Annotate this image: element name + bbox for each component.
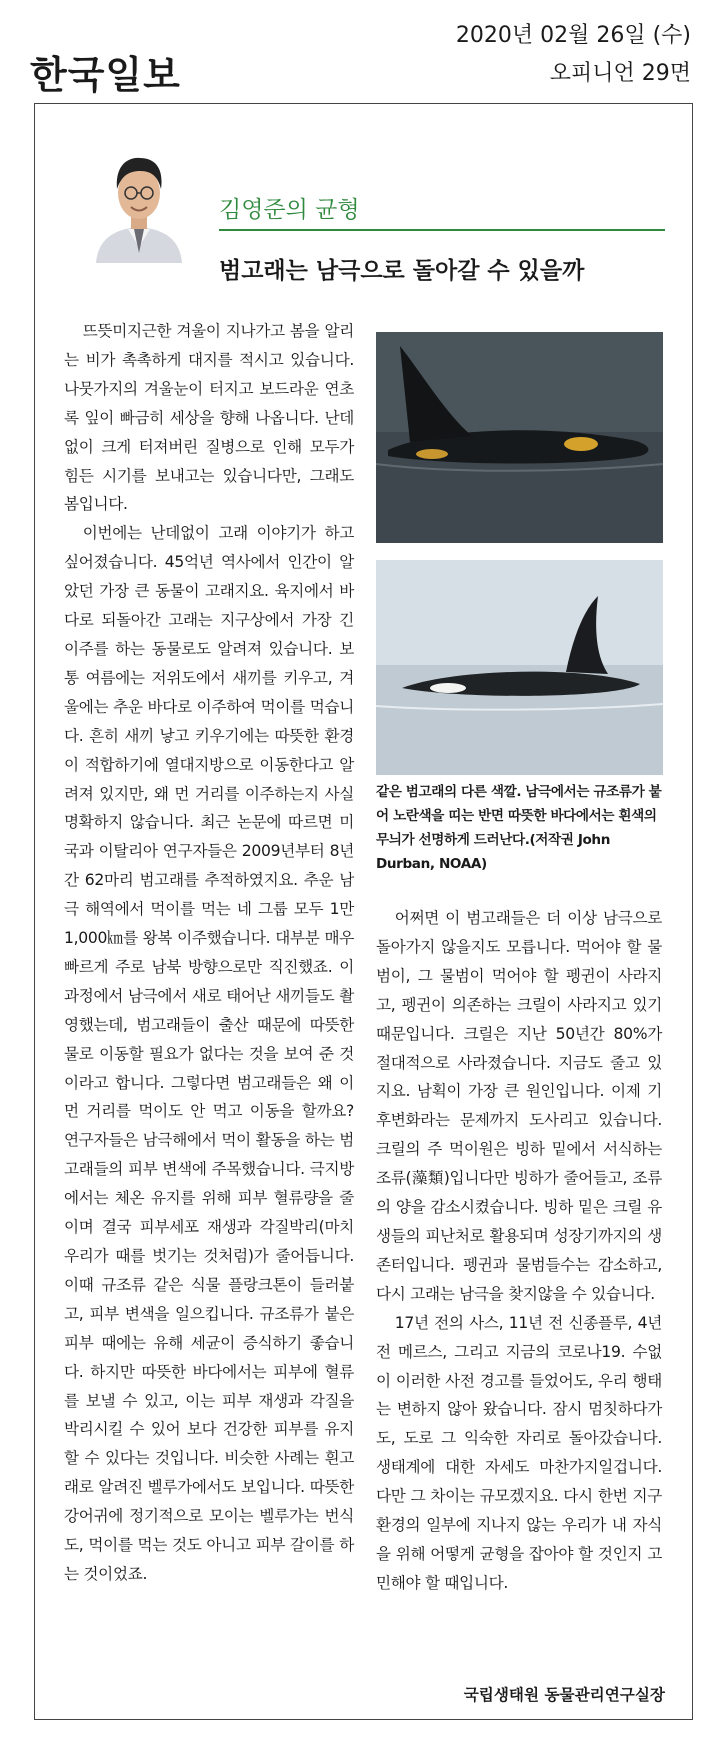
body-paragraph: 17년 전의 사스, 11년 전 신종플루, 4년 전 메르스, 그리고 지금의 코로나19. 수없이 이러한 사전 경고를 들었어도, 우리 행태는 변하지 않아 왔습니다. 잠시 멈칫하다가도, 도로 그 익숙한 자리로 돌아갔습니다. 생태계에 대한 자세도 마찬가지일겁니다. 다만 그 차이는 규모겠지요. 다시 한번 지구 환경의 일부에 지나지 않는 우리가 내 자식을 위해 어떻게 균형을 잡아야 할 것인지 고민해야 할 때입니다. bbox=[376, 1313, 662, 1592]
photo-caption: 같은 범고래의 다른 색깔. 남극에서는 규조류가 붙어 노란색을 띠는 반면 따뜻한 바다에서는 흰색의 무늬가 선명하게 드러난다.(저작권 John Durban, NOAA) bbox=[376, 784, 662, 872]
article-body-left bbox=[64, 317, 354, 1589]
article-headline: 범고래는 남극으로 돌아갈 수 있을까 bbox=[219, 257, 585, 284]
orca-photo-warm-water bbox=[376, 560, 663, 775]
publication-date: 2020년 02월 26일 (수) bbox=[455, 23, 691, 48]
author-affiliation: 국립생태원 동물관리연구실장 bbox=[463, 1686, 665, 1704]
body-paragraph: 어쩌면 이 범고래들은 더 이상 남극으로 돌아가지 않을지도 모릅니다. 먹어야 할 물범이, 그 물범이 먹어야 할 펭귄이 사라지고, 펭귄이 의존하는 크릴이 사라지고 있기 때문입니다. 크릴은 지난 50년간 80%가 절대적으로 사라졌습니다. 지금도 줄고 있지요. 남획이 가장 큰 원인입니다. 이제 기후변화라는 문제까지 도사리고 있습니다. 크릴의 주 먹이원은 빙하 밑에서 서식하는 조류(藻類)입니다만 빙하가 줄어들고, 조류의 양을 감소시켰습니다. 빙하 밑은 크릴 유생들의 피난처로 활용되며 성장기까지의 생존터입니다. 펭귄과 물범들수는 감소하고, 다시 고래는 남극을 찾지않을 수 있습니다. bbox=[376, 909, 662, 1303]
body-paragraph: 이번에는 난데없이 고래 이야기가 하고 싶어졌습니다. 45억년 역사에서 인간이 알았던 가장 큰 동물이 고래지요. 육지에서 바다로 되돌아간 고래는 지구상에서 가장 긴 이주를 하는 동물로도 알려져 있습니다. 보통 여름에는 저위도에서 새끼를 키우고, 겨울에는 추운 바다로 이주하여 먹이를 먹습니다. 흔히 새끼 낳고 키우기에는 따뜻한 환경이 적합하기에 열대지방으로 이동한다고 알려져 있지만, 왜 먼 거리를 이주하는지 사실 명확하지 않습니다. 최근 논문에 따르면 미국과 이탈리아 연구자들은 2009년부터 8년간 62마리 범고래를 추적하였지요. 추운 남극 해역에서 먹이를 먹는 네 그룹 모두 1만1,000㎞를 왕복 이주했습니다. 대부분 매우 빠르게 주로 남북 방향으로만 직진했죠. 이 과정에서 남극에서 새로 태어난 새끼들도 촬영했는데, 범고래들이 출산 때문에 따뜻한 물로 이동할 필요가 없다는 것을 보여 준 것이라고 합니다. 그렇다면 범고래들은 왜 이 먼 거리를 먹이도 안 먹고 이동을 할까요? 연구자들은 남극해에서 먹이 활동을 하는 범고래들의 피부 변색에 주목했습니다. 극지방에서는 체온 유지를 위해 피부 혈류량을 줄이며 결국 피부세포 재생과 각질박리(마치 우리가 때를 벗기는 것처럼)가 줄어듭니다. 이때 규조류 같은 식물 플랑크톤이 들러붙고, 피부 변색을 일으킵니다. 규조류가 붙은 피부 때에는 유해 세균이 증식하기 좋습니다. 하지만 따뜻한 바다에서는 피부에 혈류를 보낼 수 있고, 이는 피부 재생과 각질을 박리시킬 수 있어 보다 건강한 피부를 유지할 수 있다는 것입니다. 비슷한 사례는 흰고래로 알려진 벨루가에서도 보입니다. 따뜻한 강어귀에 정기적으로 모이는 벨루가는 번식도, 먹이를 먹는 것도 아니고 피부 갈이를 하는 것이었죠. bbox=[64, 524, 354, 1583]
body-paragraph: 뜨뜻미지근한 겨울이 지나가고 봄을 알리는 비가 촉촉하게 대지를 적시고 있습니다. 나뭇가지의 겨울눈이 터지고 보드라운 연초록 잎이 빠금히 세상을 향해 나옵니다. 난데없이 크게 터져버린 질병으로 인해 모두가 힘든 시기를 보내고는 있습니다만, 그래도 봄입니다. bbox=[64, 322, 354, 514]
orca-photo-antarctic bbox=[376, 332, 663, 543]
section-page: 오피니언 29면 bbox=[549, 61, 691, 86]
column-rule bbox=[219, 229, 665, 231]
article-body-right bbox=[376, 904, 662, 1598]
author-photo bbox=[90, 143, 188, 263]
column-title: 김영준의 균형 bbox=[219, 197, 360, 223]
newspaper-masthead: 한국일보 bbox=[30, 53, 181, 97]
